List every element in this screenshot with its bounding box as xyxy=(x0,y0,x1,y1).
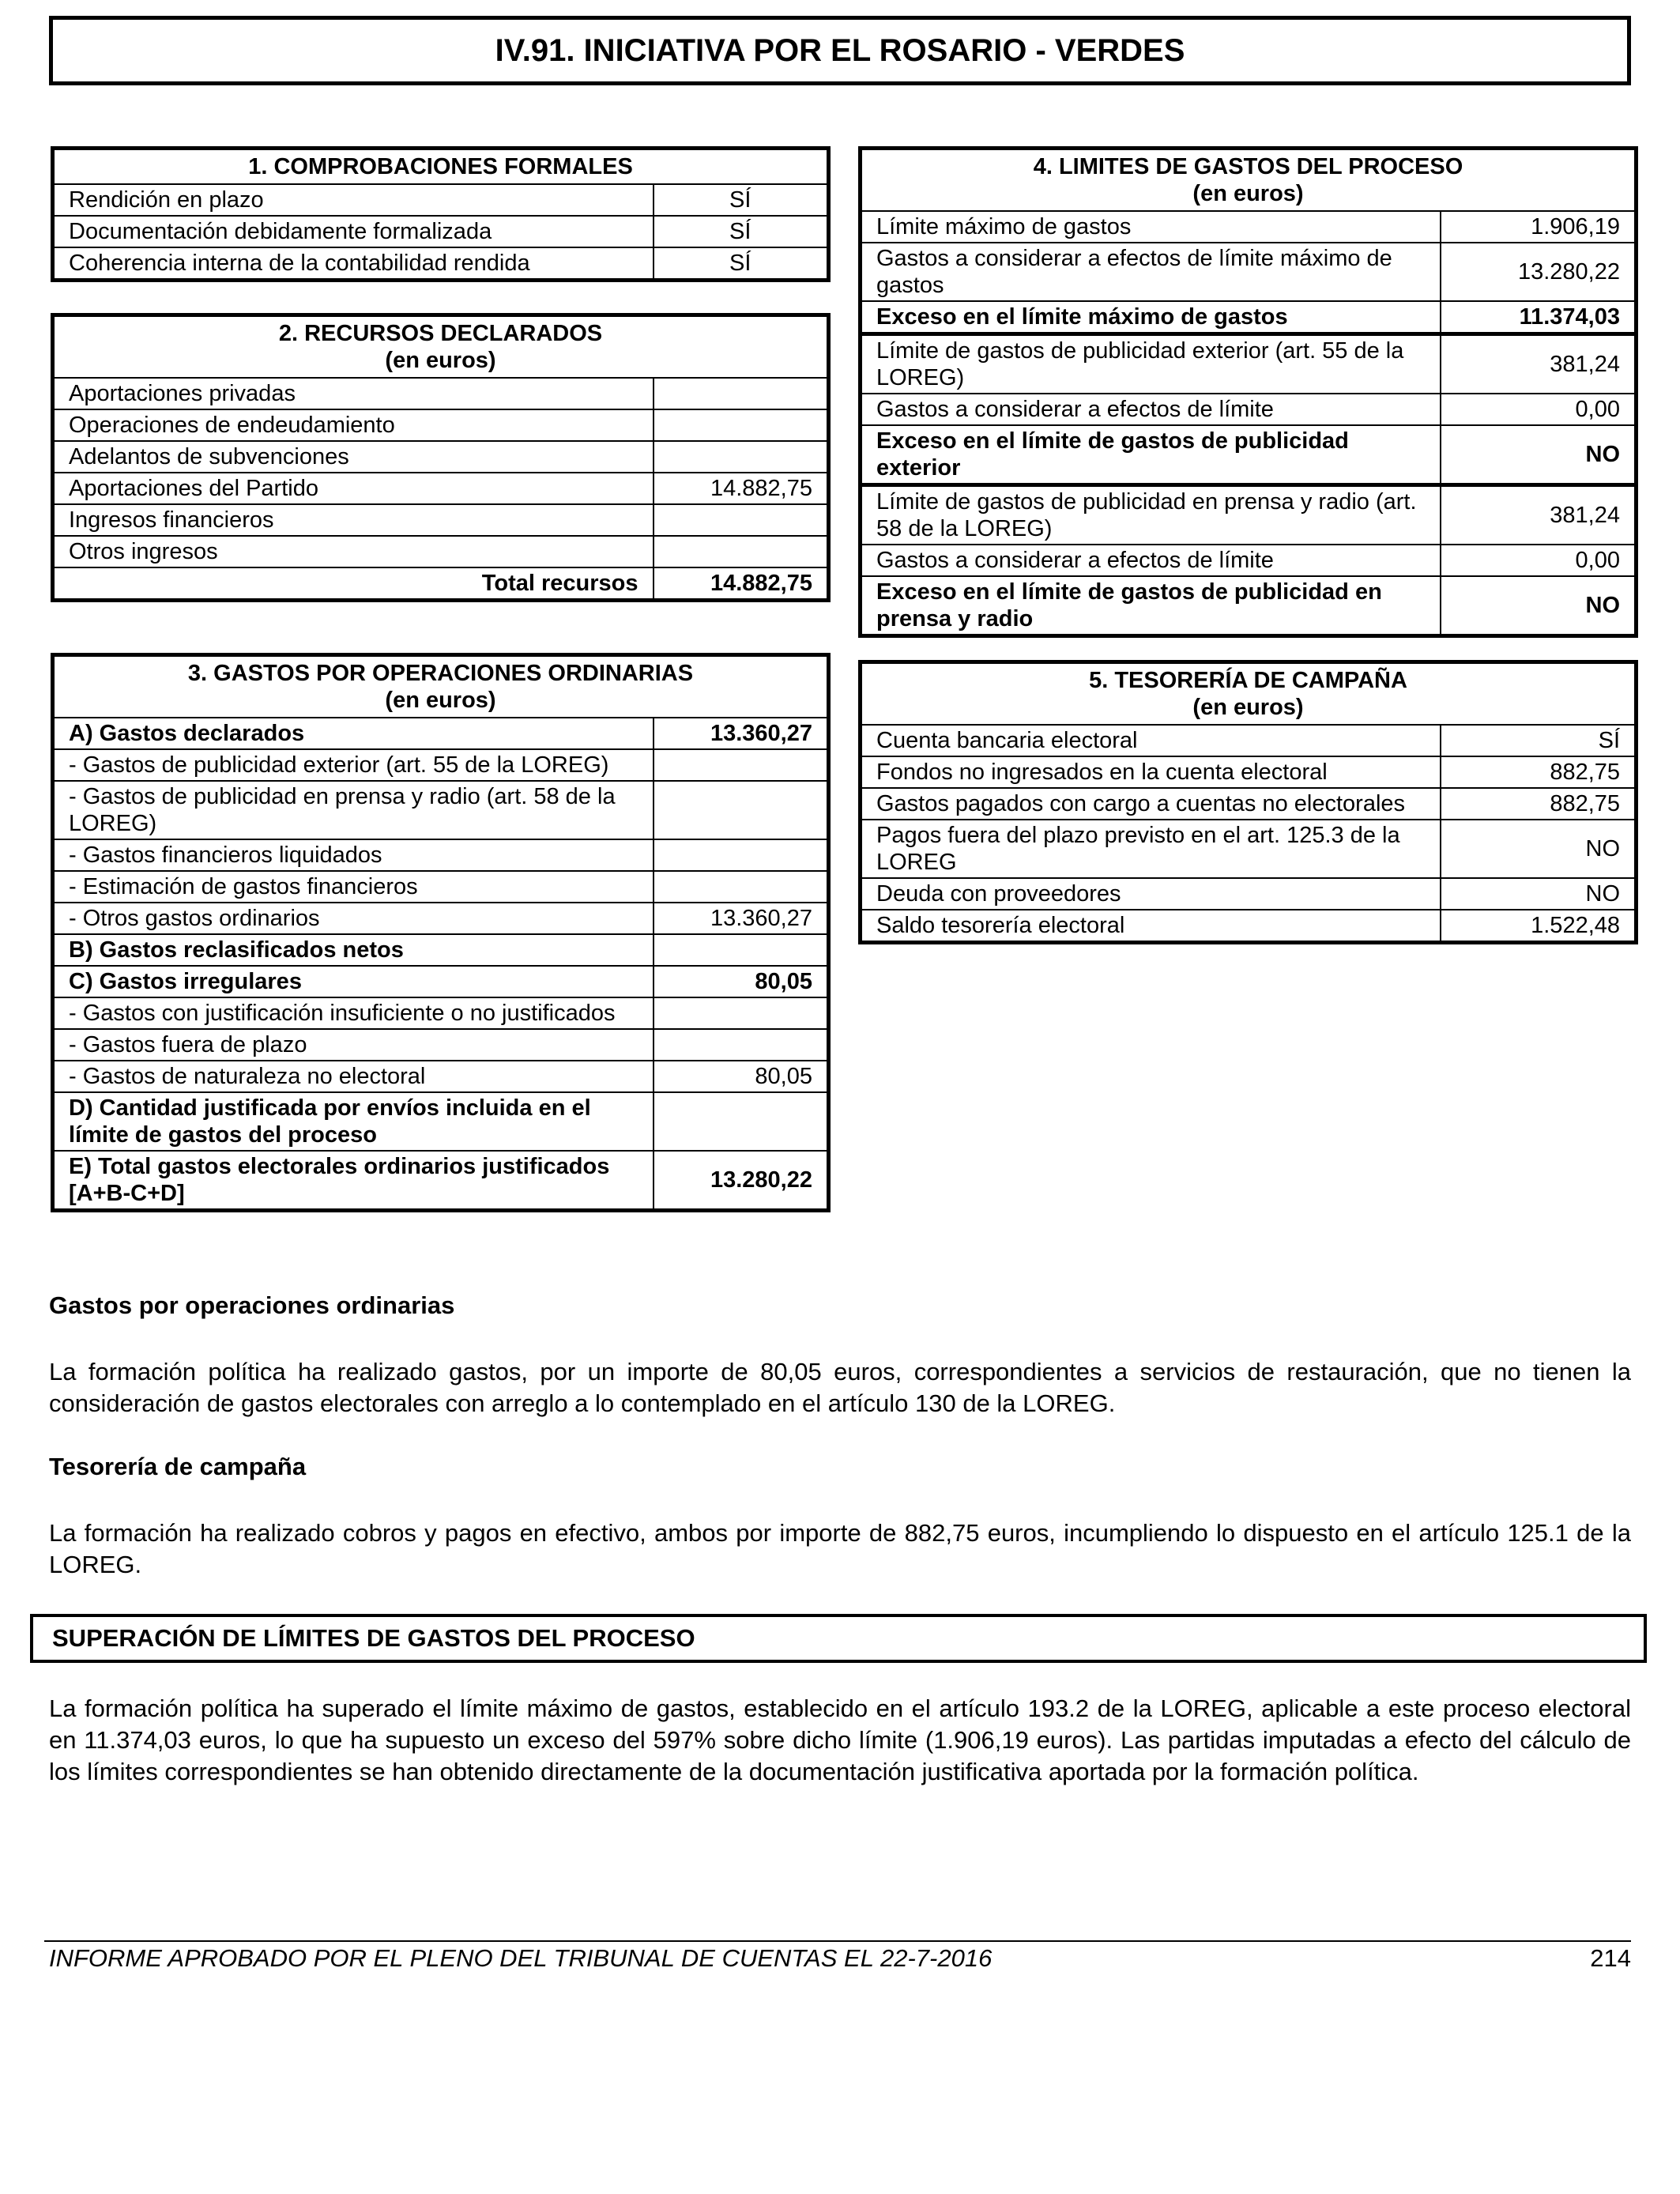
table-tesoreria-campana xyxy=(858,660,1638,944)
table-row: Exceso en el límite máximo de gastos 11.374,03 xyxy=(861,301,1637,334)
table-header: 2. RECURSOS DECLARADOS (en euros) xyxy=(53,315,829,379)
footer-text: INFORME APROBADO POR EL PLENO DEL TRIBUNAL DE CUENTAS EL 22-7-2016 xyxy=(49,1944,993,1972)
table-row: - Estimación de gastos financieros xyxy=(53,871,829,903)
page-title: IV.91. INICIATIVA POR EL ROSARIO - VERDES xyxy=(49,16,1631,85)
section-heading-superacion: SUPERACIÓN DE LÍMITES DE GASTOS DEL PROCESO xyxy=(30,1614,1647,1663)
table-row: Ingresos financieros xyxy=(53,504,829,536)
table-row: A) Gastos declarados 13.360,27 xyxy=(53,718,829,749)
table-row: - Gastos financieros liquidados xyxy=(53,839,829,871)
table-row: Pagos fuera del plazo previsto en el art. 125.3 de la LOREG NO xyxy=(861,820,1637,878)
table-row: D) Cantidad justificada por envíos incluida en el límite de gastos del proceso xyxy=(53,1092,829,1151)
table-row: B) Gastos reclasificados netos xyxy=(53,934,829,966)
table-row: Gastos a considerar a efectos de límite 0,00 xyxy=(861,394,1637,425)
table-row: Gastos a considerar a efectos de límite 0,00 xyxy=(861,545,1637,576)
table-header: 4. LIMITES DE GASTOS DEL PROCESO (en euros) xyxy=(861,149,1637,212)
table-row: - Gastos de naturaleza no electoral 80,05 xyxy=(53,1061,829,1092)
table-row: - Gastos con justificación insuficiente o no justificados xyxy=(53,997,829,1029)
table-row: Gastos a considerar a efectos de límite máximo de gastos 13.280,22 xyxy=(861,243,1637,301)
table-row: Límite de gastos de publicidad en prensa y radio (art. 58 de la LOREG) 381,24 xyxy=(861,485,1637,545)
table-limites-gastos xyxy=(858,146,1638,638)
paragraph-superacion: La formación política ha superado el límite máximo de gastos, establecido en el artículo 193.2 de la LOREG, aplicable a este proceso electoral en 11.374,03 euros, lo que ha supuesto un exceso del 597% sobre dicho límite (1.906,19 euros). Las partidas imputadas a efecto del cálculo de los límites correspondientes se han obtenido directamente de la documentación justificativa aportada por la formación política. xyxy=(49,1695,1631,1785)
table-row: - Otros gastos ordinarios 13.360,27 xyxy=(53,903,829,934)
footer-divider xyxy=(44,1940,1631,1942)
table-comprobaciones-formales xyxy=(51,146,831,282)
table-row: E) Total gastos electorales ordinarios justificados [A+B-C+D] 13.280,22 xyxy=(53,1151,829,1211)
table-header: 5. TESORERÍA DE CAMPAÑA (en euros) xyxy=(861,662,1637,726)
section-title-gastos: Gastos por operaciones ordinarias xyxy=(49,1291,455,1319)
table-row: Rendición en plazo SÍ xyxy=(53,184,829,216)
table-row: Operaciones de endeudamiento xyxy=(53,409,829,441)
table-row: Exceso en el límite de gastos de publicidad exterior NO xyxy=(861,425,1637,485)
table-row: Documentación debidamente formalizada SÍ xyxy=(53,216,829,247)
page-number: 214 xyxy=(1590,1944,1631,1972)
table-row: Límite máximo de gastos 1.906,19 xyxy=(861,211,1637,243)
table-row: Cuenta bancaria electoral SÍ xyxy=(861,725,1637,756)
table-row: Saldo tesorería electoral 1.522,48 xyxy=(861,910,1637,943)
paragraph-tesoreria: La formación ha realizado cobros y pagos en efectivo, ambos por importe de 882,75 euros, incumpliendo lo dispuesto en el artículo 125.1 de la LOREG. xyxy=(49,1519,1631,1578)
table-row: Aportaciones privadas xyxy=(53,378,829,409)
table-row: Fondos no ingresados en la cuenta electoral 882,75 xyxy=(861,756,1637,788)
paragraph-gastos: La formación política ha realizado gastos, por un importe de 80,05 euros, correspondientes a servicios de restauración, que no tienen la consideración de gastos electorales con arreglo a lo contemplado en el artículo 130 de la LOREG. xyxy=(49,1358,1631,1417)
table-row: Deuda con proveedores NO xyxy=(861,878,1637,910)
table-row: Gastos pagados con cargo a cuentas no electorales 882,75 xyxy=(861,788,1637,820)
table-recursos-declarados xyxy=(51,313,831,602)
table-header: 1. COMPROBACIONES FORMALES xyxy=(53,149,829,185)
table-gastos-ordinarios xyxy=(51,653,831,1212)
table-row: Aportaciones del Partido 14.882,75 xyxy=(53,473,829,504)
table-row: - Gastos de publicidad exterior (art. 55 de la LOREG) xyxy=(53,749,829,781)
table-row: - Gastos de publicidad en prensa y radio (art. 58 de la LOREG) xyxy=(53,781,829,839)
table-row: Otros ingresos xyxy=(53,536,829,567)
table-row: - Gastos fuera de plazo xyxy=(53,1029,829,1061)
table-row: Límite de gastos de publicidad exterior (art. 55 de la LOREG) 381,24 xyxy=(861,334,1637,394)
total-row: Total recursos 14.882,75 xyxy=(53,567,829,601)
table-row: Coherencia interna de la contabilidad rendida SÍ xyxy=(53,247,829,281)
table-row: Adelantos de subvenciones xyxy=(53,441,829,473)
table-row: C) Gastos irregulares 80,05 xyxy=(53,966,829,997)
table-header: 3. GASTOS POR OPERACIONES ORDINARIAS (en euros) xyxy=(53,655,829,718)
table-row: Exceso en el límite de gastos de publicidad en prensa y radio NO xyxy=(861,576,1637,636)
section-title-tesoreria: Tesorería de campaña xyxy=(49,1453,307,1480)
